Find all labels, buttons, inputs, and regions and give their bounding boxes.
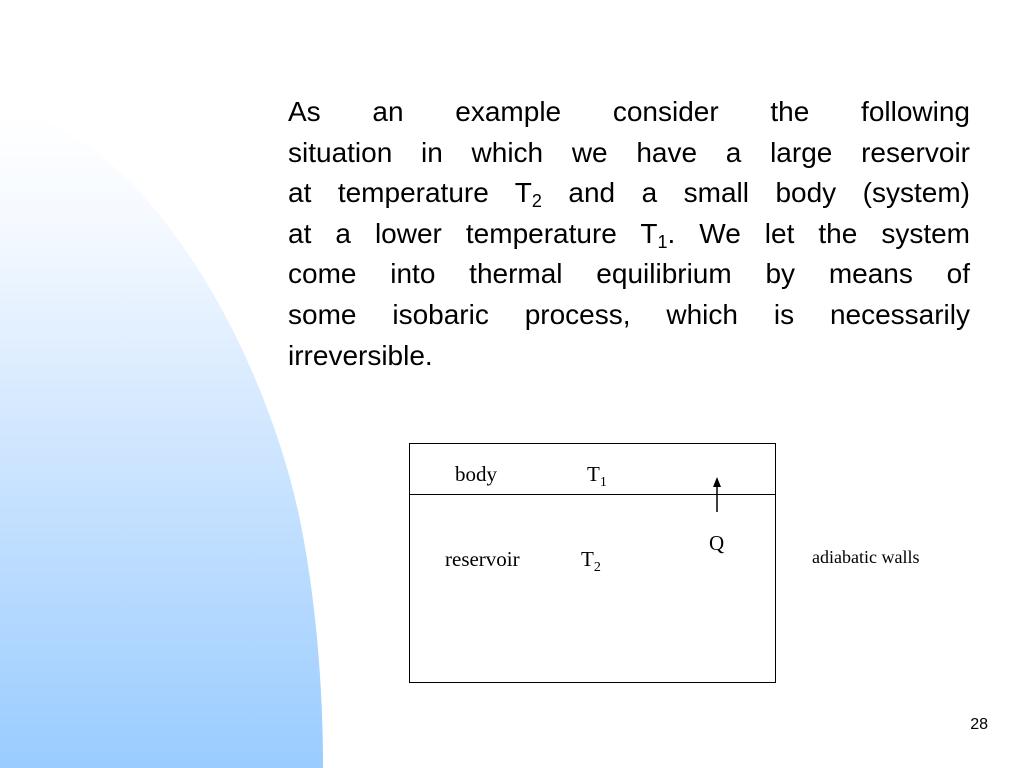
reservoir-label: reservoir — [445, 547, 520, 571]
paragraph-line-3-subscript: 2 — [531, 191, 542, 212]
reservoir-temperature-symbol: T — [581, 547, 594, 571]
heat-arrow-head — [713, 477, 721, 487]
body-temperature-symbol: T — [587, 462, 600, 486]
reservoir-temperature-subscript: 2 — [593, 560, 601, 575]
paragraph-line-3-start: at temperature T — [288, 177, 532, 209]
paragraph-line-4-end: . We let the system — [667, 217, 970, 249]
paragraph-line-7: irreversible. — [288, 339, 433, 371]
paragraph-line-4-start: at a lower temperature T — [288, 217, 658, 249]
reservoir-temperature-label — [581, 547, 601, 575]
heat-label: Q — [709, 531, 725, 555]
paragraph-line-2: situation in which we have a large reservoir — [288, 136, 970, 168]
paragraph-line-1: As an example consider the following — [288, 96, 970, 127]
paragraph-line-3-end: and a small body (system) — [541, 177, 970, 209]
paragraph-line-5: come into thermal equilibrium by means of — [288, 258, 970, 290]
body-label: body — [455, 462, 497, 486]
page-number: 28 — [970, 716, 988, 733]
paragraph-line-6: some isobaric process, which is necessarily — [288, 298, 970, 330]
paragraph-line-4-subscript: 1 — [657, 231, 668, 252]
body-temperature-subscript: 1 — [599, 475, 607, 490]
body-temperature-label — [587, 462, 607, 490]
adiabatic-walls-label: adiabatic walls — [812, 547, 920, 567]
